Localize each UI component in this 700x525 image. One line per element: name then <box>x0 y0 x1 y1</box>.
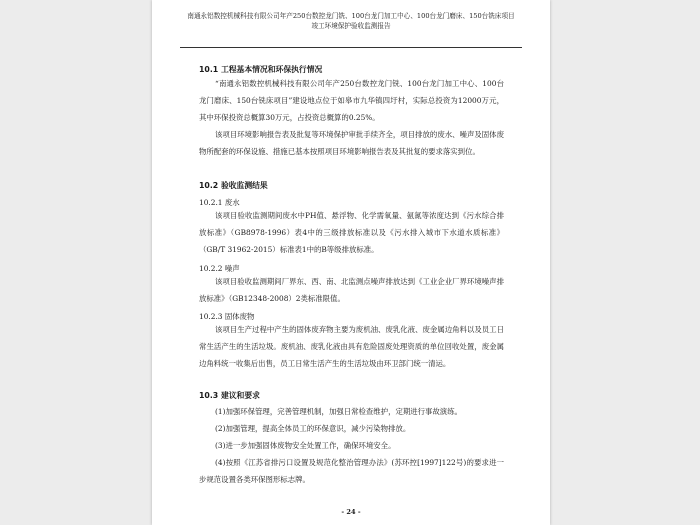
recommendation-item-1: (1)加强环保管理，完善管理机制，加强日常检查维护，定期进行事故演练。 <box>215 407 462 416</box>
section-10-3-title: 10.3 建议和要求 <box>199 391 260 400</box>
page-header <box>180 11 522 31</box>
section-10-2-2-title: 10.2.2 噪声 <box>199 264 240 273</box>
page-number: - 24 - <box>341 508 361 516</box>
header-line-1: 南通永铝数控机械科技有限公司年产250台数控龙门铣、100台龙门加工中心、100台龙门磨床、150台铣床项目 <box>187 12 515 20</box>
section-10-2-title: 10.2 验收监测结果 <box>199 181 268 190</box>
section-10-1-paragraph-2: 该项目环境影响报告表及批复等环境保护审批手续齐全，项目排放的废水、噪声及固体废物所配套的环保设施、措施已基本按照项目环境影响报告表及其批复的要求落实到位。 <box>199 130 504 156</box>
section-10-2-1-title: 10.2.1 废水 <box>199 198 240 207</box>
section-10-2-3-title: 10.2.3 固体废物 <box>199 312 255 321</box>
header-divider <box>180 47 522 48</box>
recommendation-item-2: (2)加强管理，提高全体员工的环保意识，减少污染物排放。 <box>215 424 411 433</box>
report-page <box>152 0 550 525</box>
section-10-2-3-paragraph: 该项目生产过程中产生的固体废弃物主要为废机油、废乳化液、废金属边角料以及员工日常生活产生的生活垃圾。废机油、废乳化液由具有危险固废处理资质的单位回收处置，废金属边角料统一收集后出售，员工日常生活产生的生活垃圾由环卫部门统一清运。 <box>199 325 504 368</box>
recommendation-item-4: (4)按照《江苏省排污口设置及规范化整治管理办法》(苏环控[1997]122号)的要求进一步规范设置各类环保图形标志牌。 <box>199 458 504 484</box>
header-line-2: 竣工环境保护验收监测报告 <box>311 22 391 30</box>
recommendation-item-3: (3)进一步加强固体废物安全处置工作，确保环境安全。 <box>215 441 396 450</box>
section-10-2-2-paragraph: 该项目验收监测期间厂界东、西、南、北监测点噪声排放达到《工业企业厂界环境噪声排放标准》（GB12348-2008）2类标准限值。 <box>199 277 504 303</box>
section-10-1-paragraph-1: “南通永铝数控机械科技有限公司年产250台数控龙门铣、100台龙门加工中心、100台龙门磨床、150台铣床项目”建设地点位于如皋市九华镇四圩村，实际总投资为12000万元，其中环保投资总概算30万元，占投资总概算的0.25%。 <box>199 79 504 122</box>
section-10-2-1-paragraph: 该项目验收监测期间废水中PH值、悬浮物、化学需氧量、氨氮等浓度达到《污水综合排放标准》（GB8978-1996）表4中的三级排放标准以及《污水排入城市下水道水质标准》（GB/T 31962-2015）标准表1中的B等级排放标准。 <box>199 211 504 254</box>
section-10-1-title: 10.1 工程基本情况和环保执行情况 <box>199 65 323 74</box>
